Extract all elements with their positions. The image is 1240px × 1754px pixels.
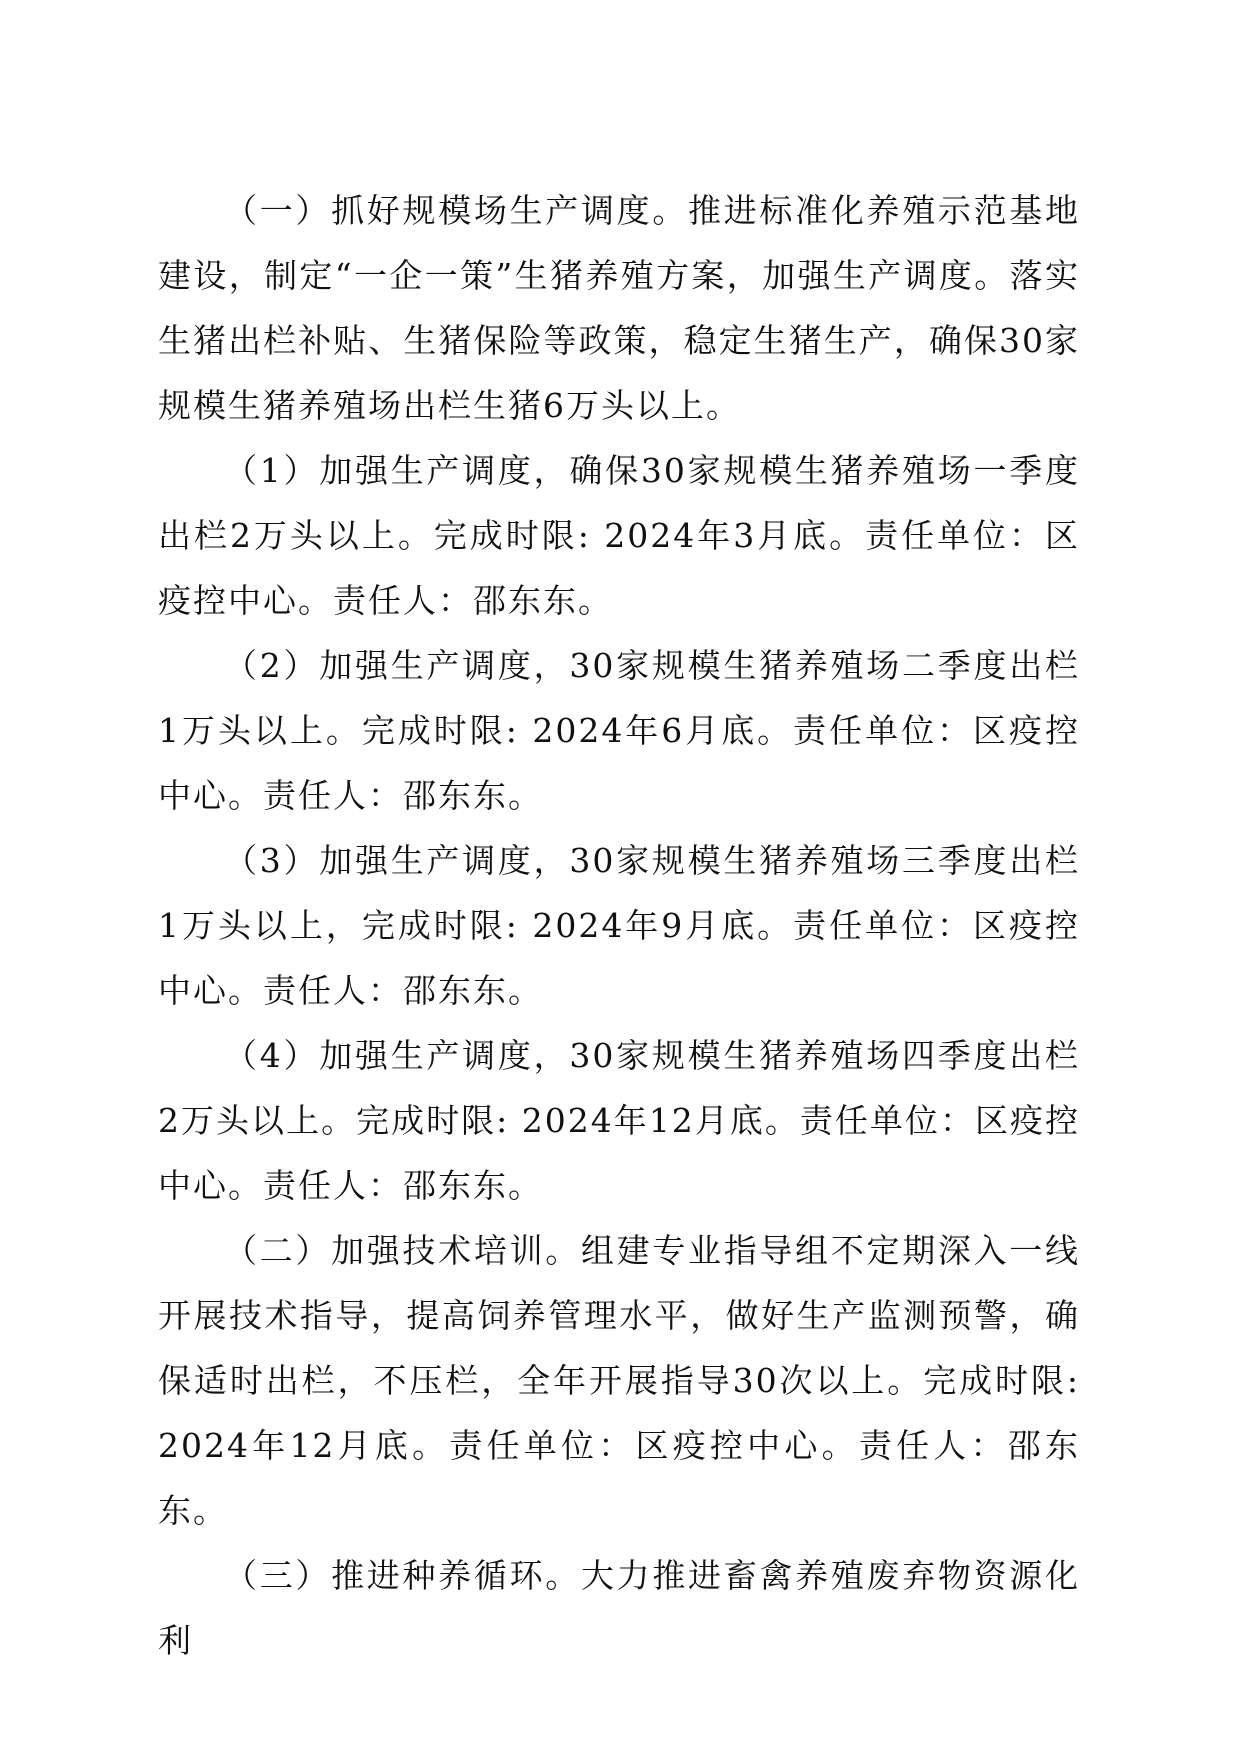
- paragraph-q3-target: （3）加强生产调度，30家规模生猪养殖场三季度出栏1万头以上，完成时限: 2024年9月底。责任单位：区疫控中心。责任人：邵东东。: [158, 841, 1080, 1010]
- paragraph-q1-target: （1）加强生产调度，确保30家规模生猪养殖场一季度出栏2万头以上。完成时限: 2024年3月底。责任单位：区疫控中心。责任人：邵东东。: [158, 451, 1080, 620]
- document-body: [158, 178, 1080, 1660]
- paragraph-q4-target: （4）加强生产调度，30家规模生猪养殖场四季度出栏2万头以上。完成时限: 2024年12月底。责任单位：区疫控中心。责任人：邵东东。: [158, 1036, 1080, 1205]
- paragraph-technical-training: （二）加强技术培训。组建专业指导组不定期深入一线开展技术指导，提高饲养管理水平，做好生产监测预警，确保适时出栏，不压栏，全年开展指导30次以上。完成时限: 2024年12月底。责任单位：区疫控中心。责任人：邵东东。: [158, 1231, 1080, 1530]
- paragraph-planting-breeding-cycle: （三）推进种养循环。大力推进畜禽养殖废弃物资源化利: [158, 1556, 1080, 1660]
- paragraph-scale-farm-dispatch: （一）抓好规模场生产调度。推进标准化养殖示范基地建设，制定“一企一策”生猪养殖方案，加强生产调度。落实生猪出栏补贴、生猪保险等政策，稳定生猪生产，确保30家规模生猪养殖场出栏生猪6万头以上。: [158, 191, 1080, 425]
- paragraph-q2-target: （2）加强生产调度，30家规模生猪养殖场二季度出栏1万头以上。完成时限: 2024年6月底。责任单位：区疫控中心。责任人：邵东东。: [158, 646, 1080, 815]
